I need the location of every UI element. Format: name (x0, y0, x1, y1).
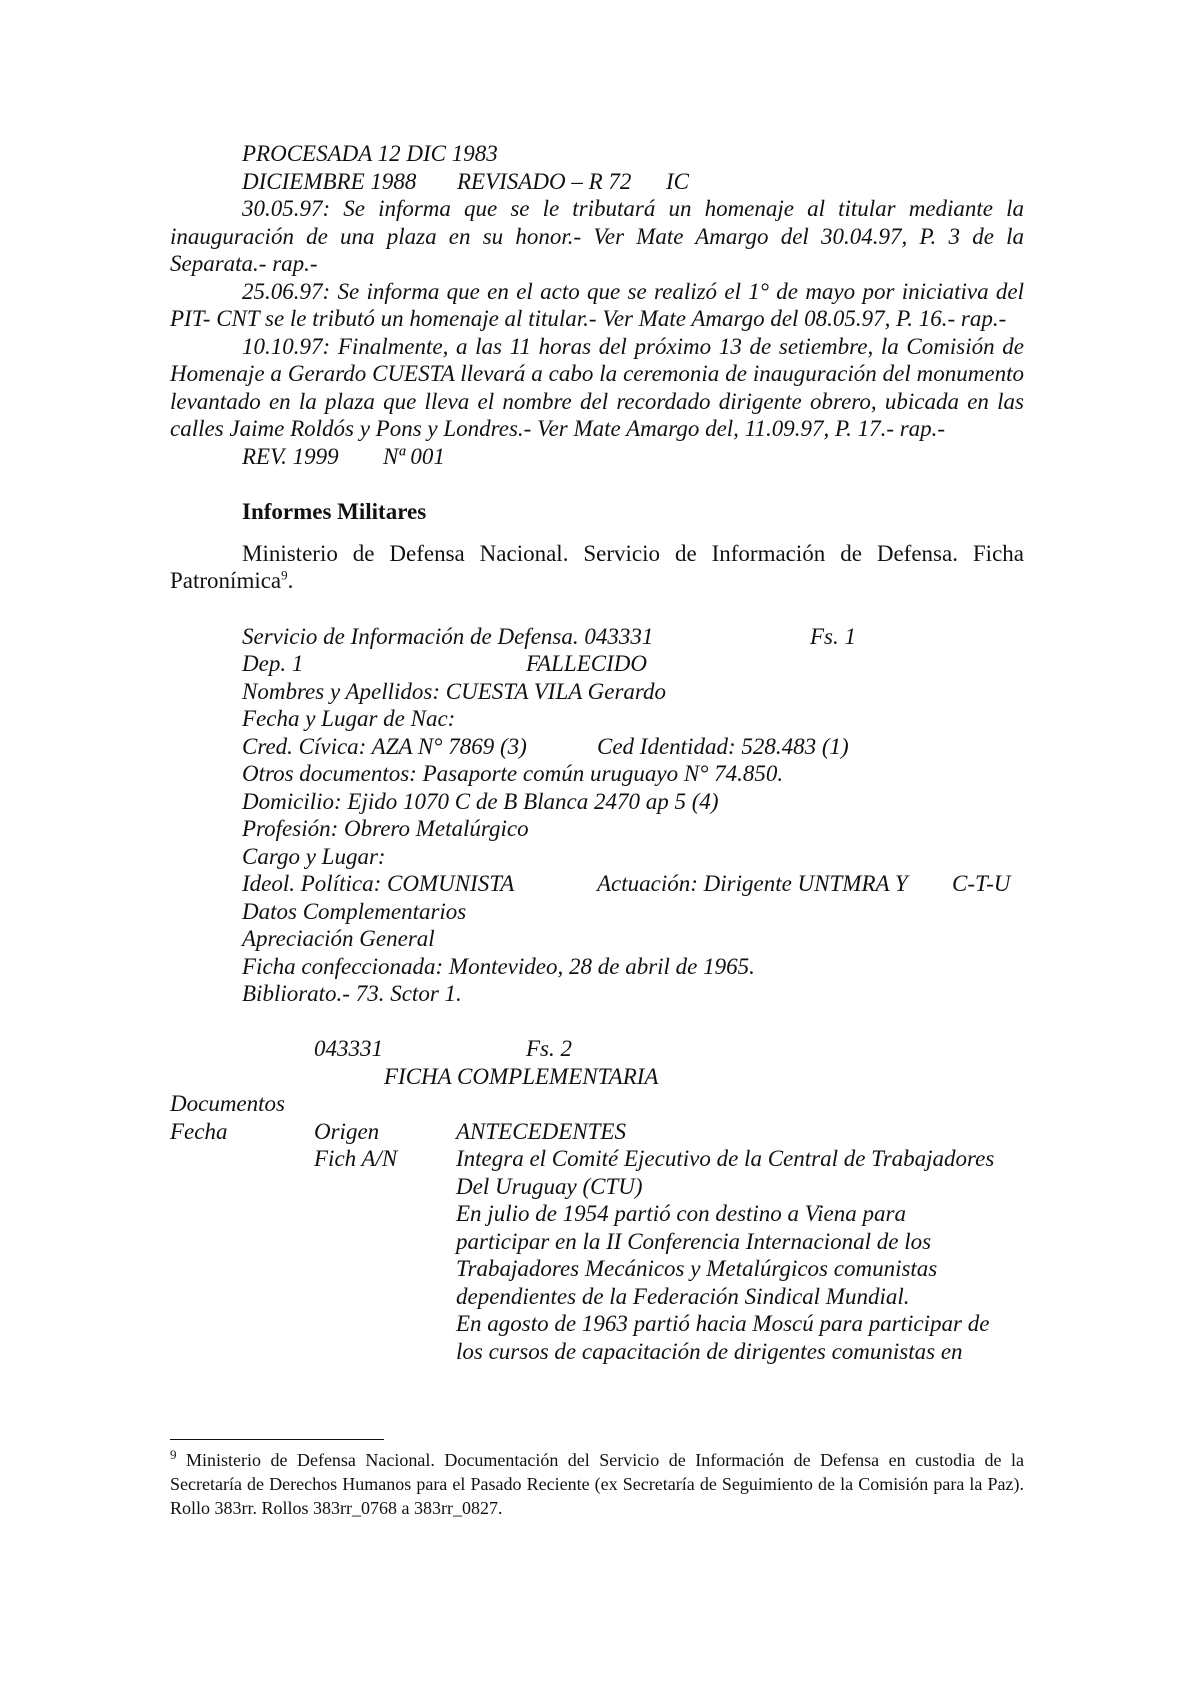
fs1-text: Fs. 1 (810, 623, 856, 649)
ced-text: Ced Identidad: 528.483 (1) (597, 733, 849, 759)
domicilio-text: Domicilio: Ejido 1070 C de B Blanca 2470 ap 5 (4) (242, 788, 719, 814)
ctu-text: C-T-U (952, 871, 1011, 896)
antecedentes-line: Trabajadores Mecánicos y Metalúrgicos comunistas (456, 1256, 938, 1281)
procesada-text: PROCESADA 12 DIC 1983 (242, 141, 498, 166)
ficha-cargo-line (170, 843, 1024, 871)
footnote (170, 1448, 1024, 1520)
ficha-ideol-line (170, 870, 1024, 898)
fs2-text: Fs. 2 (526, 1036, 572, 1061)
entry-paragraph-3: 10.10.97: Finalmente, a las 11 horas del próximo 13 de setiembre, la Comisión de Homenaje a Gerardo CUESTA llevará a cabo la ceremonia de inauguración del monumento levantado en la plaza que lleva el nombre del recordado dirigente obrero, ubicada en las calles Jaime Roldós y Pons y Londres.- Ver Mate Amargo del, 11.09.97, P. 17.- rap.- (170, 333, 1024, 441)
dep-text: Dep. 1 (242, 651, 304, 676)
otros-text: Otros documentos: Pasaporte común uruguayo N° 74.850. (242, 761, 784, 786)
complementaria-title: FICHA COMPLEMENTARIA (384, 1063, 659, 1089)
complementaria-title-line (170, 1063, 1024, 1091)
revisado-text: REVISADO – R 72 (457, 168, 632, 194)
table-header-row (170, 1118, 1024, 1146)
actuacion-text: Actuación: Dirigente UNTMRA Y (597, 871, 908, 896)
document-page (170, 140, 1024, 1365)
fecha-header: Fecha (170, 1118, 228, 1144)
rev-text: REV. 1999 (242, 443, 339, 469)
ficha-confeccionada-line (170, 953, 1024, 981)
origen-value: Fich A/N (314, 1146, 398, 1171)
footnote-ref: 9 (281, 567, 288, 583)
antecedentes-cell (456, 1145, 1028, 1365)
complementaria-number-line (170, 1035, 1024, 1063)
antecedentes-line: participar en la II Conferencia Internacional de los (456, 1228, 932, 1254)
entry-paragraph-2: 25.06.97: Se informa que en el acto que se realizó el 1° de mayo por iniciativa del PIT- CNT se le tributó un homenaje al titular.- Ver Mate Amargo del 08.05.97, P. 16.- rap.- (170, 278, 1024, 331)
intro-paragraph (170, 540, 1024, 595)
nombres-text: Nombres y Apellidos: CUESTA VILA Gerardo (242, 678, 667, 704)
footnote-separator (170, 1439, 384, 1440)
antecedentes-line: Integra el Comité Ejecutivo de la Central de Trabajadores (456, 1146, 995, 1171)
biblio-text: Bibliorato.- 73. Sctor 1. (242, 981, 462, 1006)
ficha-cred-line (170, 733, 1024, 761)
cred-text: Cred. Cívica: AZA N° 7869 (3) (242, 733, 527, 759)
antecedentes-line: En agosto de 1963 partió hacia Moscú para participar de (456, 1311, 990, 1336)
section-heading: Informes Militares (242, 499, 427, 524)
ficha-dep-line (170, 650, 1024, 678)
servicio-text: Servicio de Información de Defensa. 043331 (242, 623, 654, 649)
apreciacion-text: Apreciación General (242, 926, 435, 951)
antecedentes-line: Del Uruguay (CTU) (456, 1173, 643, 1199)
entry-paragraph-1: 30.05.97: Se informa que se le tributará un homenaje al titular mediante la inauguración de una plaza en su honor.- Ver Mate Amargo del 30.04.97, P. 3 de la Separata.- rap.- (170, 196, 1024, 276)
confeccionada-text: Ficha confeccionada: Montevideo, 28 de abril de 1965. (242, 953, 755, 979)
origen-header: Origen (314, 1118, 380, 1144)
documentos-line (170, 1090, 1024, 1118)
ficha-profesion-line (170, 815, 1024, 843)
footnote-text: Ministerio de Defensa Nacional. Documentación del Servicio de Información de Defensa en custodia de la Secretaría de Derechos Humanos para el Pasado Reciente (ex Secretaría de Seguimiento de la Comisión para la Paz). Rollo 383rr. Rollos 383rr_0768 a 383rr_0827. (170, 1450, 1025, 1518)
rev-line (170, 443, 1024, 471)
fecha-lugar-text: Fecha y Lugar de Nac: (242, 706, 456, 731)
intro-end: . (287, 568, 294, 593)
documentos-label: Documentos (170, 1091, 285, 1116)
ficha-datos-line (170, 898, 1024, 926)
ficha-biblio-line (170, 980, 1024, 1008)
ficha-otros-line (170, 760, 1024, 788)
rev-number-text: Nª 001 (383, 443, 445, 469)
datos-text: Datos Complementarios (242, 898, 467, 924)
ficha-apreciacion-line (170, 925, 1024, 953)
procesada-line (170, 140, 1024, 168)
december-1988-text: DICIEMBRE 1988 (242, 168, 417, 194)
intro-text: Ministerio de Defensa Nacional. Servicio de Información de Defensa. Ficha Patronímica (170, 540, 1024, 593)
profesion-text: Profesión: Obrero Metalúrgico (242, 816, 529, 841)
ic-text: IC (666, 168, 689, 194)
antecedentes-line: los cursos de capacitación de dirigentes comunistas en (456, 1338, 963, 1364)
ficha-nombres-line (170, 678, 1024, 706)
complementaria-number: 043331 (314, 1036, 383, 1061)
revisado-line (170, 168, 1024, 196)
antecedentes-line: dependientes de la Federación Sindical Mundial. (456, 1283, 910, 1309)
ficha-fecha-line (170, 705, 1024, 733)
ficha-domicilio-line (170, 788, 1024, 816)
antecedentes-line: En julio de 1954 partió con destino a Viena para (456, 1201, 906, 1226)
cargo-text: Cargo y Lugar: (242, 843, 386, 869)
antecedentes-header: ANTECEDENTES (456, 1118, 626, 1144)
footnote-number: 9 (170, 1447, 177, 1462)
ideol-text: Ideol. Política: COMUNISTA (242, 871, 515, 896)
ficha-servicio-line (170, 623, 1024, 651)
table-row (170, 1145, 1024, 1365)
fallecido-text: FALLECIDO (526, 651, 647, 676)
